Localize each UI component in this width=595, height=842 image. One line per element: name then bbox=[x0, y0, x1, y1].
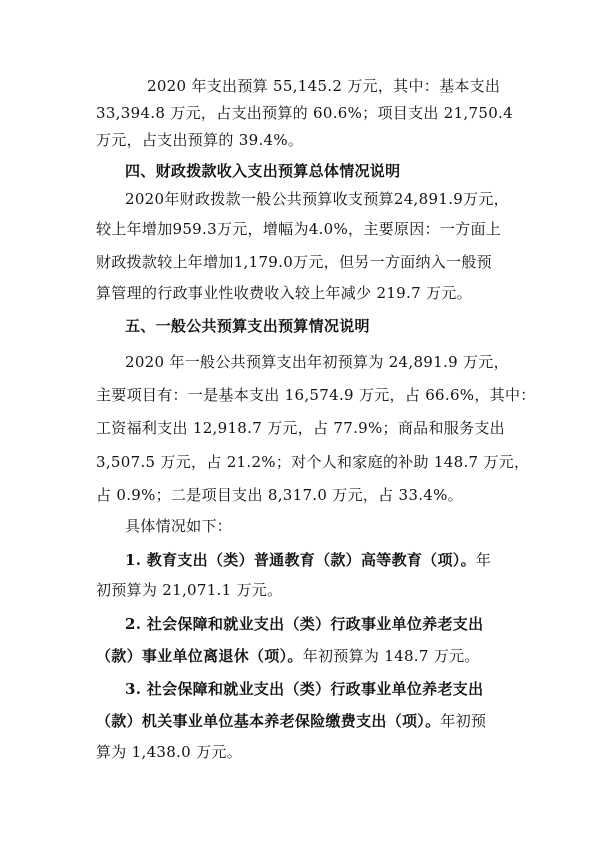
list-item-line bbox=[0, 711, 595, 731]
paragraph-line: 较上年增加959.3万元，增幅为4.0%，主要原因：一方面上 bbox=[96, 220, 502, 238]
section-heading: 五、一般公共预算支出预算情况说明 bbox=[125, 317, 370, 335]
paragraph-line: 2020 年一般公共预算支出年初预算为 24,891.9 万元， bbox=[125, 353, 509, 371]
list-item-line: 初预算为 21,071.1 万元。 bbox=[96, 581, 283, 599]
item-title: （款）机关事业单位基本养老保险缴费支出（项）。 bbox=[96, 712, 441, 730]
item-title: 1. 教育支出（类）普通教育（款）高等教育（项）。 bbox=[125, 551, 476, 569]
list-item-line bbox=[0, 550, 595, 570]
paragraph-line: 3,507.5 万元，占 21.2%；对个人和家庭的补助 148.7 万元， bbox=[96, 453, 530, 471]
paragraph-line: 工资福利支出 12,918.7 万元，占 77.9%；商品和服务支出 bbox=[96, 419, 505, 437]
paragraph-line: 算管理的行政事业性收费收入较上年减少 219.7 万元。 bbox=[96, 284, 472, 302]
section-heading: 四、财政拨款收入支出预算总体情况说明 bbox=[125, 162, 401, 180]
paragraph-line: 万元，占支出预算的 39.4%。 bbox=[96, 131, 304, 149]
item-title: （款）事业单位离退休（项）。 bbox=[96, 647, 303, 665]
paragraph-line: 2020 年支出预算 55,145.2 万元，其中：基本支出 bbox=[147, 77, 501, 95]
list-item-line: 算为 1,438.0 万元。 bbox=[96, 743, 242, 761]
paragraph-line: 具体情况如下： bbox=[125, 517, 233, 535]
item-text: 年初预算为 148.7 万元。 bbox=[302, 647, 480, 665]
list-item-line: 3. 社会保障和就业支出（类）行政事业单位养老支出 bbox=[125, 680, 484, 698]
list-item-line bbox=[0, 646, 595, 666]
paragraph-line: 33,394.8 万元，占支出预算的 60.6%；项目支出 21,750.4 bbox=[96, 104, 513, 122]
paragraph-line: 占 0.9%；二是项目支出 8,317.0 万元，占 33.4%。 bbox=[96, 486, 463, 504]
paragraph-line: 主要项目有：一是基本支出 16,574.9 万元，占 66.6%，其中： bbox=[96, 386, 536, 404]
paragraph-line: 财政拨款较上年增加1,179.0万元，但另一方面纳入一般预 bbox=[96, 253, 492, 271]
item-text: 年 bbox=[475, 551, 492, 569]
paragraph-line: 2020年财政拨款一般公共预算收支预算24,891.9万元， bbox=[125, 190, 509, 208]
list-item-line: 2. 社会保障和就业支出（类）行政事业单位养老支出 bbox=[125, 615, 484, 633]
item-text: 年初预 bbox=[440, 712, 487, 730]
